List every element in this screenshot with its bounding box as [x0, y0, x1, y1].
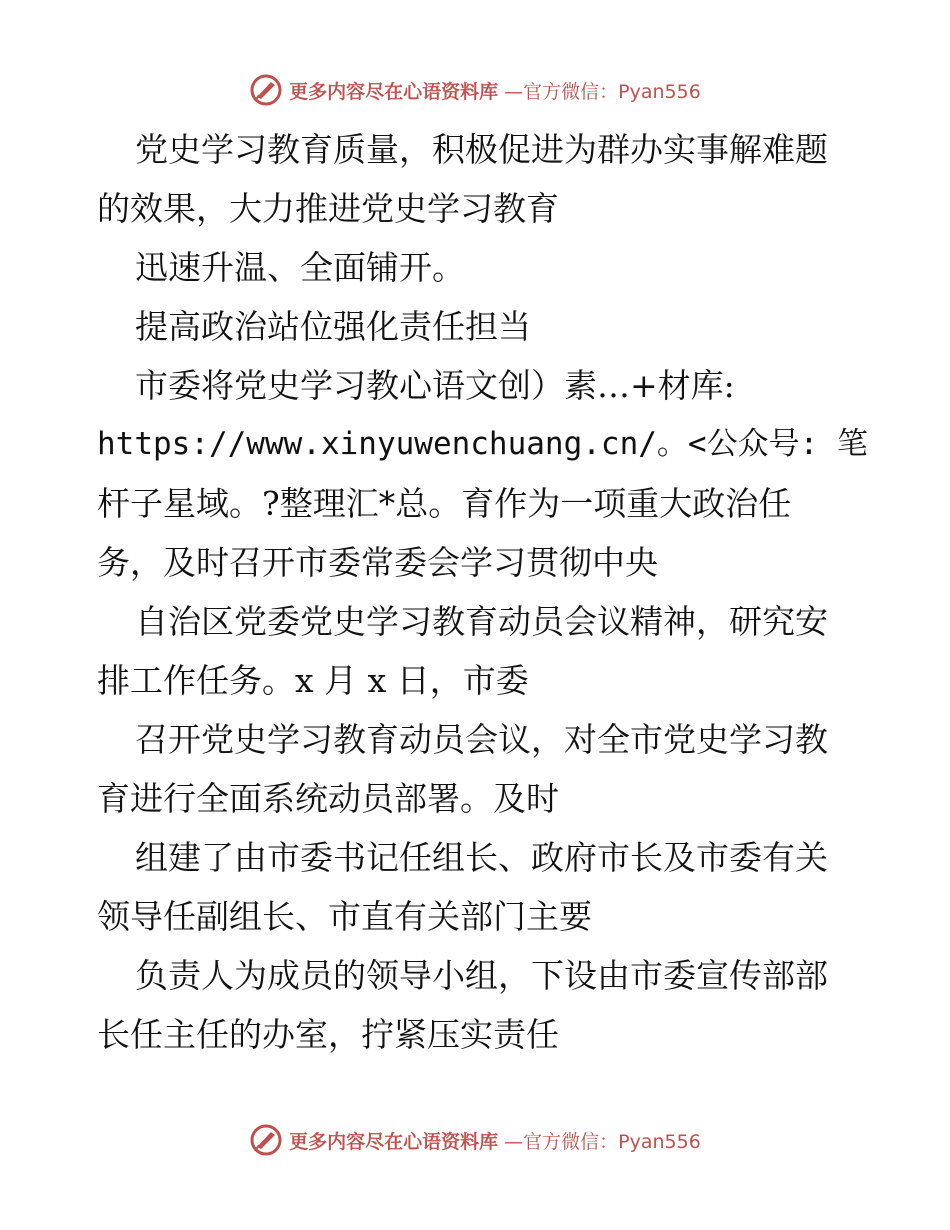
body-line: 务，及时召开市委常委会学习贯彻中央 — [97, 543, 658, 582]
body-line: 育进行全面系统动员部署。及时 — [97, 779, 559, 818]
header-banner — [0, 70, 950, 110]
quill-logo-icon — [249, 1123, 283, 1157]
footer-wechat-text: —官方微信：Pyan556 — [504, 1130, 701, 1153]
body-line: 自治区党委党史学习教育动员会议精神，研究安 — [135, 602, 828, 641]
section-heading: 提高政治站位强化责任担当 — [135, 307, 531, 346]
body-line-url: https://www.xinyuwenchuang.cn/。<公众号: 笔 — [97, 426, 868, 462]
header-brand-text: 更多内容尽在心语资料库 — [289, 80, 499, 103]
header-wechat-text: —官方微信：Pyan556 — [504, 80, 701, 103]
footer-brand-text: 更多内容尽在心语资料库 — [289, 1130, 499, 1153]
body-line: 召开党史学习教育动员会议，对全市党史学习教 — [135, 720, 828, 759]
body-line: 党史学习教育质量，积极促进为群办实事解难题 — [135, 130, 828, 169]
body-line: 长任主任的办室，拧紧压实责任 — [97, 1015, 559, 1054]
body-line: 排工作任务。x 月 x 日，市委 — [97, 661, 529, 700]
document-body — [97, 120, 868, 1064]
body-line: 市委将党史学习教心语文创）素…+材库: — [135, 366, 735, 405]
body-line: 迅速升温、全面铺开。 — [135, 248, 465, 287]
body-line: 的效果，大力推进党史学习教育 — [97, 189, 559, 228]
header-banner-inner — [249, 73, 701, 107]
footer-banner-inner — [249, 1123, 701, 1157]
body-line: 领导任副组长、市直有关部门主要 — [97, 897, 592, 936]
body-line: 组建了由市委书记任组长、政府市长及市委有关 — [135, 838, 828, 877]
footer-banner — [0, 1120, 950, 1160]
quill-logo-icon — [249, 73, 283, 107]
body-line: 负责人为成员的领导小组，下设由市委宣传部部 — [135, 956, 828, 995]
body-line: 杆子星域。?整理汇*总。育作为一项重大政治任 — [97, 484, 792, 523]
